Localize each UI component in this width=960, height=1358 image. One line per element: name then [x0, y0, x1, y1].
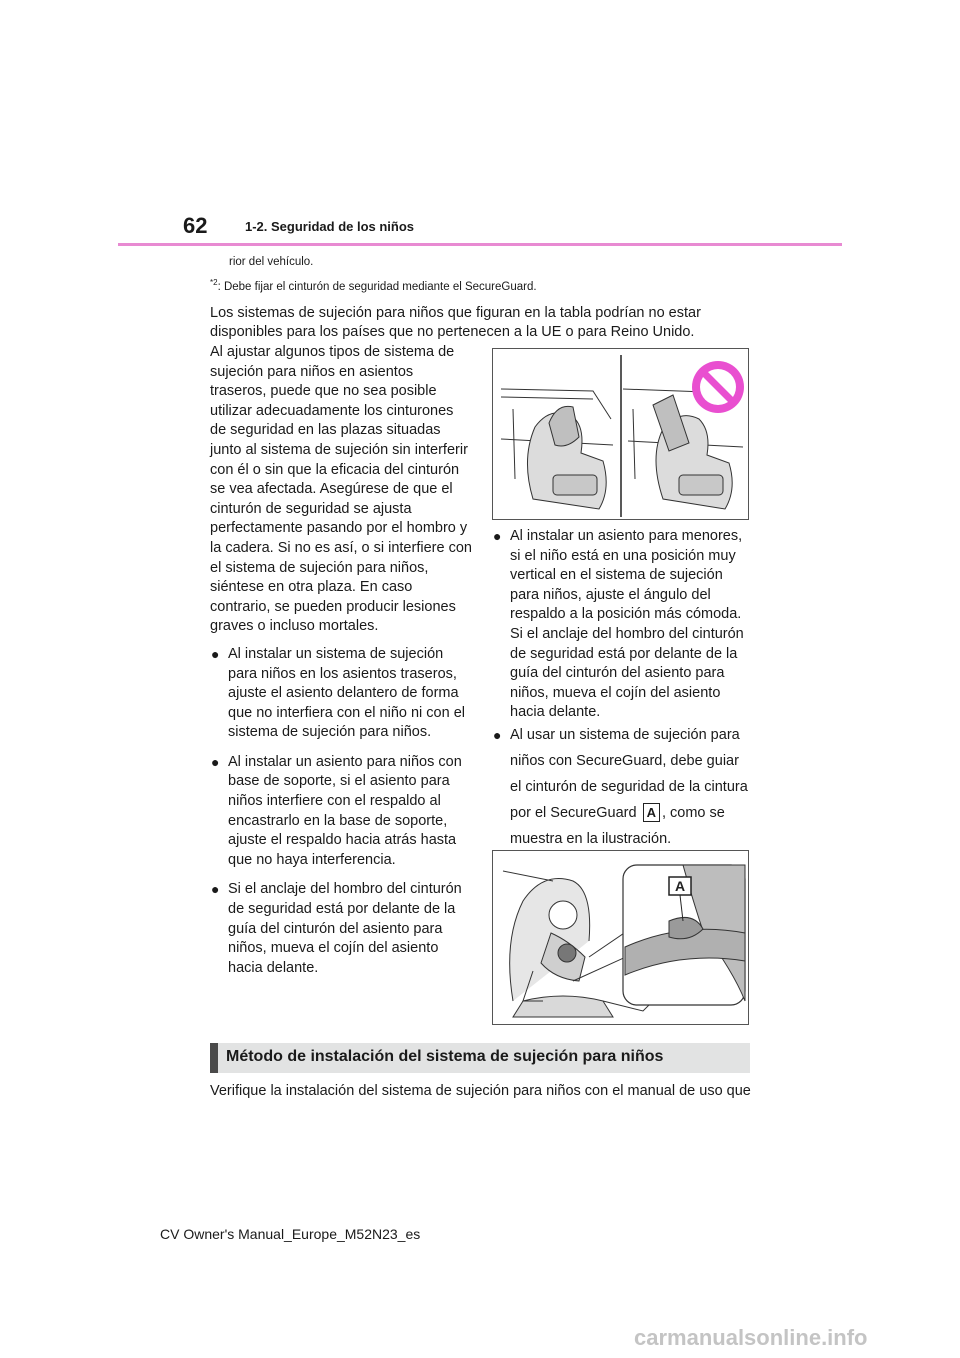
bullet-icon: ●: [211, 645, 220, 662]
bullet-icon: ●: [211, 753, 220, 770]
footnote-2: [210, 278, 537, 293]
section-title: Método de instalación del sistema de sujeción para niños: [226, 1048, 664, 1065]
bullet-icon: ●: [211, 881, 220, 898]
footnote-2-text: : Debe fijar el cinturón de seguridad mediante el SecureGuard.: [217, 281, 537, 293]
prohibition-icon: [692, 361, 744, 413]
page-number: 62: [183, 213, 208, 238]
list-item: ● Al instalar un sistema de sujeción para niños en los asientos traseros, ajuste el asiento delantero de forma que no interfiera con el niño ni con el sistema de sujeción para niños.: [211, 645, 465, 741]
footer-text: CV Owner's Manual_Europe_M52N23_es: [160, 1226, 421, 1242]
right-column-top: [492, 527, 754, 733]
illustration-secureguard: [492, 850, 749, 1025]
illustration-seat-angle: [492, 348, 749, 520]
list-item: ● Al instalar un asiento para niños con base de soporte, si el asiento para niños interfiere con el respaldo al encastrarlo en la base de soporte, ajuste el respaldo hacia atrás hasta que no haya interferencia.: [211, 753, 462, 868]
intro-paragraph: Los sistemas de sujeción para niños que figuran en la tabla podrían no estar disponibles para los países que no pertenecen a la UE o para Reino Unido.: [210, 305, 701, 340]
footnote-2-marker: *2: [210, 278, 218, 287]
callout-a: A: [674, 878, 686, 894]
list-item: ● Si el anclaje del hombro del cinturón de seguridad está por delante de la guía del cinturón del asiento para niños, mueva el cojín del asiento hacia delante.: [211, 881, 462, 976]
header-rule: [118, 243, 842, 246]
section-heading-box: [210, 1043, 750, 1073]
warning-paragraph: Al ajustar algunos tipos de sistema de sujeción para niños en asientos traseros, puede que no sea posible utilizar adecuadamente los cinturones de seguridad en las plazas situadas junto al sistema de sujeción sin interferir con él o sin que la eficacia del cinturón se vea afectada. Asegúrese de que el cinturón de seguridad se ajusta perfectamente pasando por el hombro y la cadera. Si no es así, o si interfiere con el sistema de sujeción para niños, siéntese en otra plaza. En caso contrario, se pueden producir lesiones graves o incluso mortales.: [210, 344, 472, 635]
right-column-bottom: [492, 722, 754, 862]
bullet-icon: ●: [493, 727, 502, 743]
secureguard-drawing: [493, 851, 748, 1024]
seat-angle-drawing: [493, 349, 748, 519]
left-column: [210, 343, 472, 988]
section-header: 1-2. Seguridad de los niños: [245, 219, 415, 234]
list-item: ● Al instalar un asiento para menores, si el niño está en una posición muy vertical en el sistema de sujeción para niños, ajuste el ángulo del respaldo a la posición más cómoda. Si el anclaje del hombro del cinturón de seguridad está por delante de la guía del cinturón del asiento para niños, mueva el cojín del asiento hacia delante.: [493, 528, 744, 721]
watermark: carmanualsonline.info: [634, 1325, 868, 1350]
list-item: ● Al usar un sistema de sujeción para niños con SecureGuard, debe guiar el cinturón de seguridad de la cintura por el SecureGuard A , como se muestra en la ilustración.: [492, 722, 754, 852]
label-a: A: [643, 803, 660, 822]
footnote-continuation: rior del vehículo.: [229, 256, 314, 268]
bullet-icon: ●: [493, 528, 502, 544]
verify-paragraph: Verifique la instalación del sistema de sujeción para niños con el manual de uso que: [210, 1083, 751, 1099]
